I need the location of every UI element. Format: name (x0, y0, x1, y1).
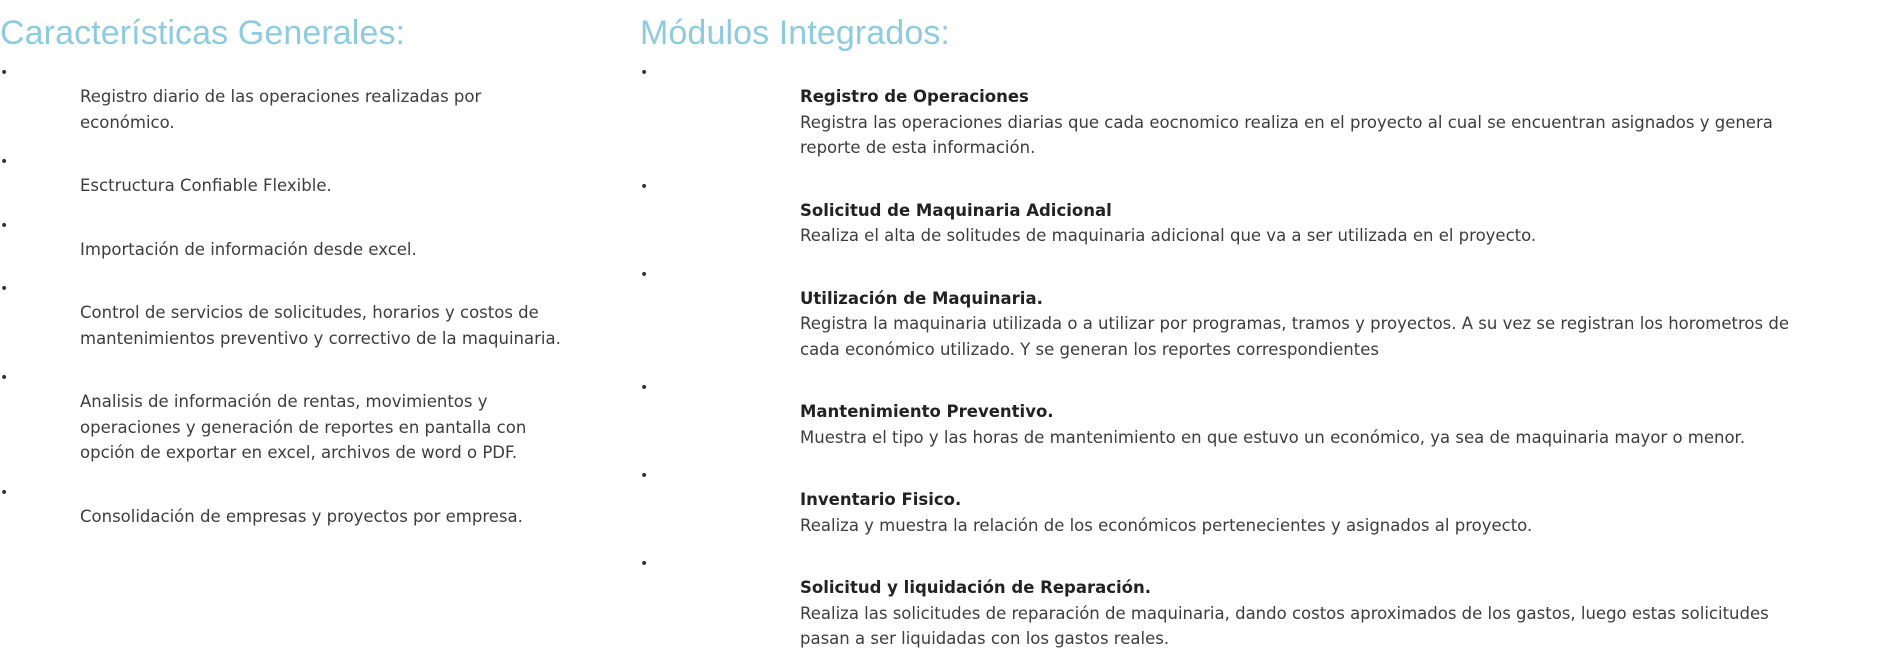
module-description: Realiza el alta de solitudes de maquinaria adicional que va a ser utilizada en el proyecto. (800, 226, 1537, 245)
bullet-icon: • (0, 217, 9, 234)
module-description: Realiza y muestra la relación de los económicos pertenecientes y asignados al proyecto. (800, 515, 1533, 535)
list-item-text: Importación de información desde excel. (80, 239, 417, 259)
module-item (640, 180, 1880, 249)
module-item (640, 268, 1880, 363)
module-text (800, 575, 1800, 652)
module-description: Realiza las solicitudes de reparación de maquinaria, dando costos aproximados de los gastos, luego estas solicitudes pasan a ser liquidadas con los gastos reales. (800, 603, 1769, 648)
caracteristicas-title: Características Generales: (0, 14, 406, 52)
list-item (0, 155, 600, 199)
module-text (800, 487, 1800, 538)
bullet-icon: • (640, 65, 649, 81)
module-item (640, 381, 1880, 450)
module-text (800, 84, 1800, 161)
module-description: Registra las operaciones diarias que cada eocnomico realiza en el proyecto al cual se encuentran asignados y genera reporte de esta información. (800, 112, 1773, 157)
module-name: Utilización de Maquinaria. (800, 288, 1043, 308)
bullet-icon: • (0, 370, 9, 386)
bullet-icon: • (0, 281, 9, 297)
module-item (640, 469, 1880, 538)
bullet-icon: • (640, 266, 649, 283)
module-description: Muestra el tipo y las horas de mantenimiento en que estuvo un económico, ya sea de maquinaria mayor o menor. (800, 427, 1746, 447)
list-item-text: Esctructura Confiable Flexible. (80, 176, 332, 195)
module-name: Inventario Fisico. (800, 490, 962, 509)
bullet-icon: • (640, 468, 649, 484)
module-item (640, 66, 1880, 161)
module-name: Solicitud y liquidación de Reparación. (800, 578, 1152, 597)
modulos-list (640, 66, 1880, 671)
list-item (0, 371, 600, 466)
modulos-title: Módulos Integrados: (640, 14, 950, 52)
bullet-icon: • (640, 380, 649, 396)
module-name: Mantenimiento Preventivo. (800, 402, 1054, 421)
list-item (0, 219, 600, 263)
list-item-text: Consolidación de empresas y proyectos por empresa. (80, 506, 523, 526)
list-item-text: Control de servicios de solicitudes, horarios y costos de mantenimientos preventivo y correctivo de la maquinaria. (80, 303, 561, 348)
list-item-text: Registro diario de las operaciones realizadas por económico. (80, 87, 482, 132)
list-item (0, 66, 600, 135)
module-text (800, 399, 1800, 450)
bullet-icon: • (0, 65, 9, 81)
module-name: Solicitud de Maquinaria Adicional (800, 200, 1112, 220)
module-text (800, 286, 1800, 363)
list-item (0, 486, 600, 530)
caracteristicas-list (0, 66, 600, 549)
bullet-icon: • (640, 556, 649, 572)
module-name: Registro de Operaciones (800, 87, 1029, 106)
bullet-icon: • (0, 154, 9, 170)
list-item (0, 282, 600, 351)
module-text (800, 198, 1800, 249)
bullet-icon: • (0, 484, 9, 501)
module-item (640, 557, 1880, 652)
bullet-icon: • (640, 178, 649, 195)
module-description: Registra la maquinaria utilizada o a utilizar por programas, tramos y proyectos. A su vez se registran los horometros de cada económico utilizado. Y se generan los reportes correspondientes (800, 314, 1789, 359)
list-item-text: Analisis de información de rentas, movimientos y operaciones y generación de reportes en pantalla con opción de exportar en excel, archivos de word o PDF. (80, 392, 527, 462)
